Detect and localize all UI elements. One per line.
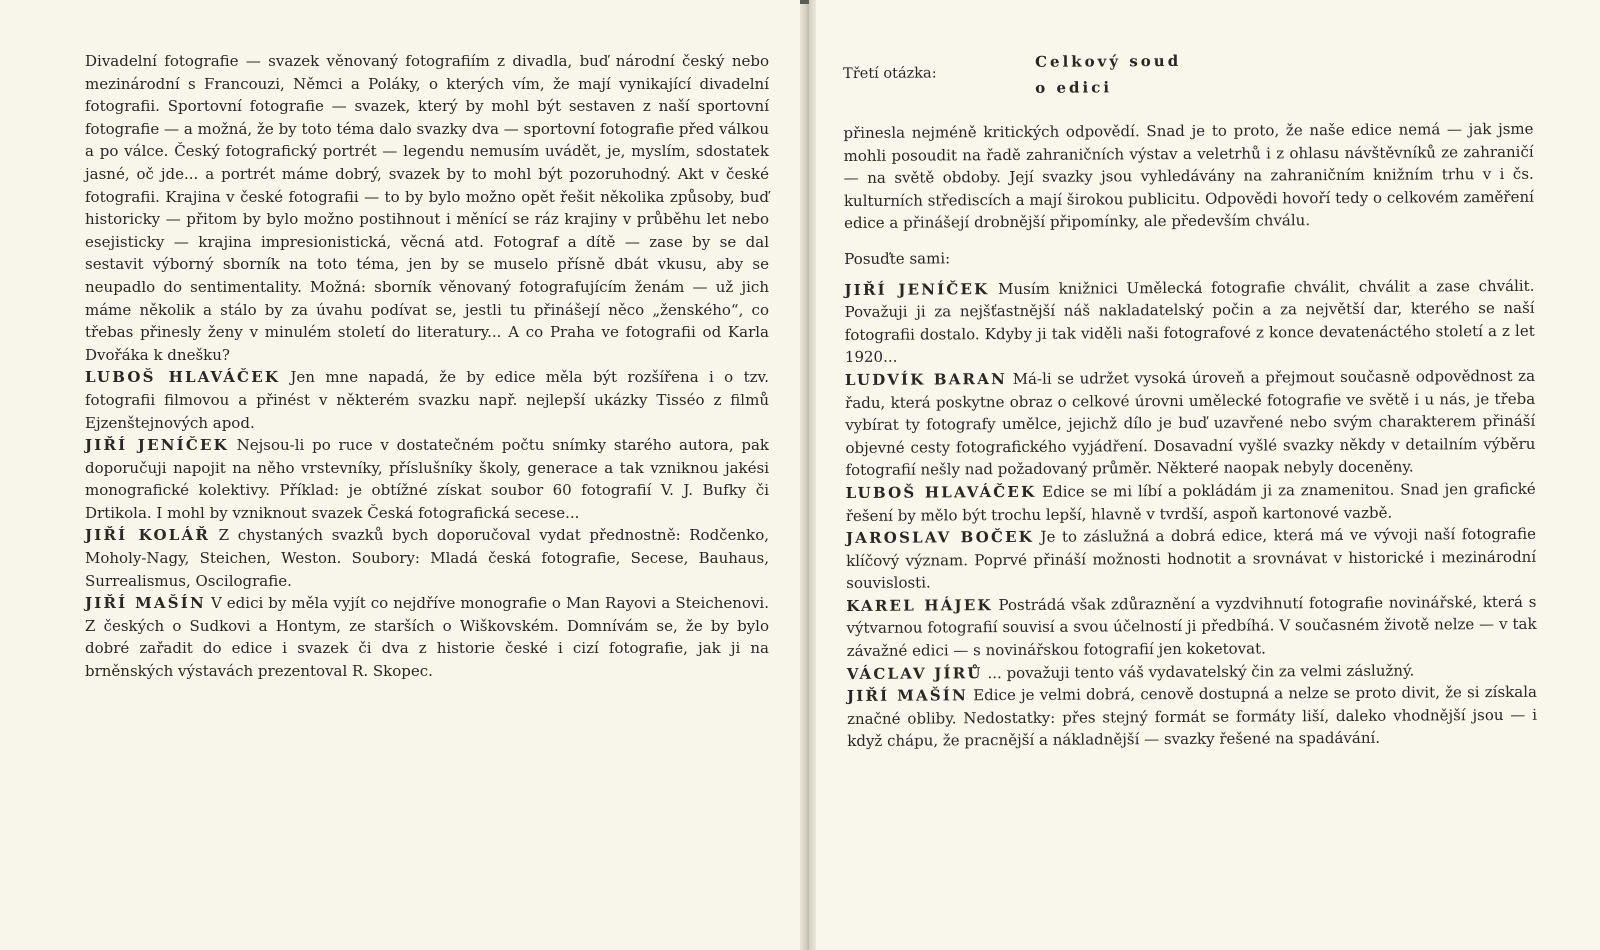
right-entry-jenicek [844, 274, 1535, 369]
gutter-mark [800, 0, 809, 4]
right-entry-baran [845, 365, 1536, 482]
respondent-name: JIŘÍ KOLÁŘ [85, 526, 211, 545]
question-title [1035, 48, 1181, 101]
respondent-name: LUDVÍK BARAN [844, 369, 1008, 389]
posudte-line: Posuďte sami: [844, 249, 951, 268]
respondent-answer: Má-li se udržet vysoká úroveň a přejmout současně odpovědnost za řadu, která poskytne obraz o celkové úrovni umělecké fotografie ve světě i u nás, je třeba vybírat ty fotografy umělce, jejichž dílo je buď uzavřené nebo svým charakterem přináší objevné cesty fotografického vyjádření. Dosavadní vyšlé svazky někdy v detailním výběru fotografií nešly nad požadovaný průměr. Některé naopak nebyly doceněny. [845, 366, 1536, 480]
left-entry-masin [85, 592, 769, 682]
question-title-line: o edici [1035, 78, 1113, 97]
left-entry-hlavacek [85, 366, 769, 434]
question-label: Třetí otázka: [843, 65, 937, 82]
right-entry-hlavacek [846, 478, 1536, 527]
page-gutter [800, 0, 816, 950]
respondent-name: JIŘÍ JENÍČEK [844, 279, 990, 299]
respondent-name: VÁCLAV JÍRŮ [846, 663, 983, 683]
respondent-answer: V edici by měla vyjít co nejdříve monografie o Man Rayovi a Steichenovi. Z českých o Sudkovi a Hontym, ze starších o Wiškovském. Domnívám se, že by bylo dobré zařadit do edice i svazek či dva z historie české i cizí fotografie, jak ji na brněnských výstavách prezentoval R. Skopec. [85, 594, 770, 681]
right-text-column [843, 46, 1537, 753]
left-text-column [85, 50, 769, 683]
left-entry-jenicek [85, 434, 769, 524]
respondent-answer: Musím knižnici Umělecká fotografie chválit, chválit a zase chválit. Považuji ji za nejšťastnější náš nakladatelský počin a za největší dar, kterého se naší fotografii dostalo. Kdyby ji tak viděli naši fotografové z konce devatenáctého století a z let 1920... [844, 276, 1535, 367]
respondent-answer: Edice je velmi dobrá, cenově dostupná a nelze se proto divit, že si získala značné obliby. Nedostatky: přes stejný formát se formáty liší, daleko vhodnější jsou — i když chápu, že pracnější a nákladnější — svazky řešené na spadávání. [847, 683, 1538, 751]
respondent-answer: Z chystaných svazků bych doporučoval vydat přednostně: Rodčenko, Moholy-Nagy, Steichen, Weston. Soubory: Mladá česká fotografie, Secese, Bauhaus, Surrealismus, Oscilografie. [85, 526, 769, 590]
respondent-name: JIŘÍ MAŠÍN [85, 594, 206, 613]
respondent-answer: Je to záslužná a dobrá edice, která má ve vývoji naší fotografie klíčový význam. Poprvé přináší možnosti hodnotit a srovnávat v historické i mezinárodní souvislosti. [846, 524, 1537, 593]
respondent-answer: Jen mne napadá, že by edice měla být rozšířena i o tzv. fotografii filmovou a přinést v některém svazku např. nejlepší ukázky Tisséo z filmů Ejzenštejnových apod. [85, 368, 769, 432]
respondent-name: LUBOŠ HLAVÁČEK [85, 368, 281, 387]
right-entry-bocek [846, 523, 1536, 595]
respondent-answer: Postrádá však zdůraznění a vyzdvihnutí fotografie novinářské, která s výtvarnou fotografií souvisí a svou účelností ji předbíhá. V současném životě nelze — v tak závažné edici — s novinářskou fotografií jen koketovat. [846, 592, 1537, 661]
respondent-answer: ... považuji tento váš vydavatelský čin za velmi záslužný. [987, 661, 1415, 682]
left-intro-paragraph: Divadelní fotografie — svazek věnovaný fotografiím z divadla, buď národní český nebo mezinárodní s Francouzi, Němci a Poláky, o kterých vím, že mají vynikající divadelní fotografii. Sportovní fotografie — svazek, který by mohl být sestaven z naší sportovní fotografie — a možná, že by toto téma dalo svazky dva — sportovní fotografie před válkou a po válce. Český fotografický portrét — legendu nemusím uvádět, je, myslím, sdostatek jasné, oč jde... a portrét máme dobrý, svazek by to mohl být pozoruhodný. Akt v české fotografii. Krajina v české fotografii — to by bylo možno opět řešit několika způsoby, buď historicky — přitom by bylo možno postihnout i měnící se ráz krajiny v průběhu let nebo esejisticky — krajina impresionistická, věcná atd. Fotograf a dítě — zase by se dal sestavit výborný sborník na toto téma, jen by se muselo přísně dbát vkusu, aby se neupadlo do sentimentality. Možná: sborník věnovaný fotografujícím ženám — už jich máme několik a stálo by za úvahu podívat se, jestli tu přinášejí něco „ženského“, co třebas přinesly ženy v minulém století do literatury... A co Praha ve fotografii od Karla Dvořáka k dnešku? [85, 52, 769, 364]
respondent-name: JAROSLAV BOČEK [845, 527, 1035, 548]
question-title-line: Celkový soud [1035, 51, 1182, 71]
right-entry-hajek [846, 591, 1536, 663]
respondent-name: JIŘÍ JENÍČEK [85, 436, 229, 455]
respondent-answer: Edice se mi líbí a pokládám ji za znamenitou. Snad jen grafické řešení by mělo být trochu lepší, hlavně v tvrdší, aspoň kartonové vazbě. [845, 479, 1536, 525]
right-intro-paragraph: přinesla nejméně kritických odpovědí. Snad je to proto, že naše edice nemá — jak jsme mohli posoudit na řadě zahraničních výstav a veletrhů i z ohlasu návštěvníků ze zahraničí — na světě obdoby. Její svazky jsou vyhledávány na zahraničním knižním trhu v i čs. kulturních střediscích a mají širokou publicitu. Odpovědi hovoří tedy o celkovém zaměření edice a přinášejí drobnější připomínky, ale především chválu. [843, 119, 1534, 233]
right-entry-masin [847, 681, 1537, 753]
respondent-name: KAREL HÁJEK [846, 595, 993, 615]
question-heading [843, 46, 1533, 120]
respondent-answer: Nejsou-li po ruce v dostatečném počtu snímky starého autora, pak doporučuji napojit na něho vrstevníky, příslušníky školy, generace a tak vzniknou jakési monografické kolektivy. Příklad: je obtížné získat soubor 60 fotografií V. J. Bufky či Drtikola. I mohl by vzniknout svazek Česká fotografická secese... [85, 436, 769, 522]
respondent-name: LUBOŠ HLAVÁČEK [845, 482, 1037, 502]
left-entry-kolar [85, 524, 769, 592]
respondent-name: JIŘÍ MAŠÍN [846, 686, 969, 706]
